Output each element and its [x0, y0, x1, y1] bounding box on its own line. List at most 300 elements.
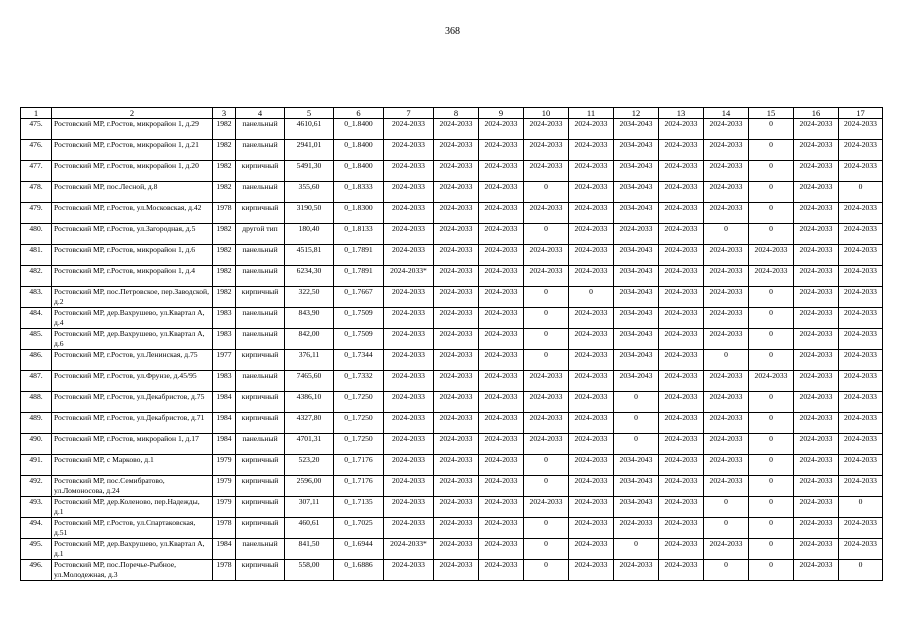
- table-cell: 2941,01: [285, 140, 334, 161]
- column-header: 13: [659, 108, 704, 119]
- table-cell: 0_1.8133: [334, 224, 384, 245]
- table-cell: 2024-2033: [704, 371, 749, 392]
- table-cell: 0_1.7025: [334, 518, 384, 539]
- table-cell: 2024-2033: [839, 266, 883, 287]
- table-cell: 2024-2033: [614, 560, 659, 581]
- table-cell: 2024-2033: [794, 140, 839, 161]
- table-cell: 2024-2033: [839, 455, 883, 476]
- table-cell: 2024-2033: [569, 371, 614, 392]
- table-cell: 2024-2033: [794, 287, 839, 308]
- table-cell: 2024-2033: [659, 518, 704, 539]
- row-number: 487.: [21, 371, 52, 392]
- table-cell: 2024-2033: [384, 434, 434, 455]
- table-row: [21, 308, 883, 329]
- address-cell: Ростовский МР, г.Ростов, микрорайон 1, д.20: [52, 161, 213, 182]
- row-number: 480.: [21, 224, 52, 245]
- table-cell: 2024-2033: [704, 140, 749, 161]
- table-cell: 2024-2033: [434, 140, 479, 161]
- housing-table: [20, 107, 883, 581]
- table-cell: 2024-2033: [384, 518, 434, 539]
- table-cell: 2034-2043: [614, 329, 659, 350]
- table-cell: 0_1.7509: [334, 308, 384, 329]
- table-cell: 2024-2033: [384, 392, 434, 413]
- table-cell: 1984: [213, 392, 236, 413]
- table-cell: 2024-2033: [659, 119, 704, 140]
- table-cell: 0_1.7332: [334, 371, 384, 392]
- table-cell: 0_1.7250: [334, 413, 384, 434]
- row-number: 476.: [21, 140, 52, 161]
- table-cell: 4515,81: [285, 245, 334, 266]
- table-cell: 2024-2033: [569, 539, 614, 560]
- table-cell: 322,50: [285, 287, 334, 308]
- row-number: 482.: [21, 266, 52, 287]
- table-cell: 4327,80: [285, 413, 334, 434]
- column-header: 10: [524, 108, 569, 119]
- table-cell: панельный: [236, 245, 285, 266]
- table-cell: 2024-2033: [434, 245, 479, 266]
- table-cell: 841,50: [285, 539, 334, 560]
- table-cell: 2024-2033: [384, 350, 434, 371]
- table-cell: 2024-2033: [569, 434, 614, 455]
- table-cell: 2024-2033: [384, 329, 434, 350]
- table-cell: 1983: [213, 308, 236, 329]
- table-cell: 2024-2033: [839, 413, 883, 434]
- address-cell: Ростовский МР, г.Ростов, микрорайон 1, д.21: [52, 140, 213, 161]
- table-cell: 0_1.8400: [334, 140, 384, 161]
- column-header: 5: [285, 108, 334, 119]
- table-cell: 1984: [213, 413, 236, 434]
- table-cell: 2024-2033: [479, 518, 524, 539]
- table-cell: 2024-2033: [659, 560, 704, 581]
- table-row: [21, 560, 883, 581]
- table-cell: кирпичный: [236, 497, 285, 518]
- column-header: 6: [334, 108, 384, 119]
- table-cell: 2024-2033: [384, 119, 434, 140]
- column-header: 9: [479, 108, 524, 119]
- row-number: 479.: [21, 203, 52, 224]
- table-cell: 2024-2033: [434, 518, 479, 539]
- row-number: 478.: [21, 182, 52, 203]
- table-cell: 2024-2033: [384, 560, 434, 581]
- table-cell: 2024-2033: [659, 434, 704, 455]
- table-row: [21, 518, 883, 539]
- table-cell: 2024-2033: [569, 182, 614, 203]
- table-cell: 6234,30: [285, 266, 334, 287]
- table-cell: 2024-2033: [479, 161, 524, 182]
- table-row: [21, 287, 883, 308]
- table-cell: 2024-2033: [704, 434, 749, 455]
- table-cell: 2024-2033: [434, 560, 479, 581]
- table-cell: 2024-2033: [569, 308, 614, 329]
- table-cell: 2024-2033: [434, 413, 479, 434]
- table-cell: 2024-2033: [704, 539, 749, 560]
- table-cell: 2024-2033: [794, 266, 839, 287]
- row-number: 492.: [21, 476, 52, 497]
- column-header: 8: [434, 108, 479, 119]
- table-cell: 2034-2043: [614, 182, 659, 203]
- table-cell: 0: [749, 161, 794, 182]
- table-cell: 2024-2033: [704, 119, 749, 140]
- table-cell: 0: [749, 224, 794, 245]
- table-cell: 2024-2033: [659, 266, 704, 287]
- table-cell: 2024-2033: [434, 350, 479, 371]
- table-cell: 5491,30: [285, 161, 334, 182]
- table-cell: 2024-2033: [704, 455, 749, 476]
- table-cell: 2024-2033: [479, 287, 524, 308]
- table-cell: 2024-2033: [659, 308, 704, 329]
- table-cell: 2024-2033: [569, 119, 614, 140]
- table-cell: 2024-2033: [434, 497, 479, 518]
- table-cell: кирпичный: [236, 413, 285, 434]
- table-cell: 2024-2033: [434, 308, 479, 329]
- table-cell: кирпичный: [236, 161, 285, 182]
- row-number: 475.: [21, 119, 52, 140]
- table-cell: 2024-2033: [479, 266, 524, 287]
- table-cell: 0_1.7891: [334, 266, 384, 287]
- column-header: 14: [704, 108, 749, 119]
- table-cell: 2024-2033: [614, 224, 659, 245]
- table-cell: другой тип: [236, 224, 285, 245]
- table-cell: 2024-2033: [479, 245, 524, 266]
- table-cell: 2024-2033: [524, 413, 569, 434]
- table-cell: 2024-2033: [659, 371, 704, 392]
- table-cell: 0: [749, 455, 794, 476]
- table-cell: 2024-2033: [569, 140, 614, 161]
- table-cell: 0_1.8400: [334, 161, 384, 182]
- table-cell: 2024-2033: [794, 182, 839, 203]
- table-cell: 0_1.7250: [334, 434, 384, 455]
- table-cell: 7465,60: [285, 371, 334, 392]
- table-cell: панельный: [236, 539, 285, 560]
- table-cell: 0: [749, 518, 794, 539]
- address-cell: Ростовский МР, пос.Поречье-Рыбное, ул.Молодежная, д.3: [52, 560, 213, 581]
- table-row: [21, 371, 883, 392]
- row-number: 494.: [21, 518, 52, 539]
- table-cell: 1982: [213, 224, 236, 245]
- table-cell: 2024-2033: [704, 266, 749, 287]
- table-cell: 2024-2033: [479, 140, 524, 161]
- table-cell: 2024-2033: [479, 182, 524, 203]
- table-cell: 2024-2033: [839, 203, 883, 224]
- table-cell: 2034-2043: [614, 455, 659, 476]
- row-number: 477.: [21, 161, 52, 182]
- table-cell: 0: [524, 350, 569, 371]
- table-cell: 2024-2033: [839, 518, 883, 539]
- table-cell: 2024-2033: [479, 224, 524, 245]
- table-cell: 2024-2033: [659, 161, 704, 182]
- table-cell: 2024-2033: [524, 119, 569, 140]
- table-cell: 0: [704, 350, 749, 371]
- table-cell: 2024-2033: [384, 161, 434, 182]
- table-cell: 1984: [213, 434, 236, 455]
- table-cell: 0: [704, 518, 749, 539]
- table-cell: 2024-2033: [524, 371, 569, 392]
- table-cell: 2024-2033: [524, 266, 569, 287]
- address-cell: Ростовский МР, г.Ростов, ул.Ленинская, д.75: [52, 350, 213, 371]
- table-cell: 0_1.6944: [334, 539, 384, 560]
- table-row: [21, 455, 883, 476]
- table-cell: 558,00: [285, 560, 334, 581]
- table-cell: 2024-2033: [434, 329, 479, 350]
- table-cell: 2034-2043: [614, 140, 659, 161]
- table-cell: панельный: [236, 308, 285, 329]
- table-cell: 0: [749, 392, 794, 413]
- table-cell: 2024-2033: [704, 203, 749, 224]
- table-cell: 2024-2033: [704, 182, 749, 203]
- table-cell: 2034-2043: [614, 161, 659, 182]
- table-cell: 2024-2033: [794, 560, 839, 581]
- table-cell: 0: [614, 392, 659, 413]
- table-cell: 0: [704, 560, 749, 581]
- table-row: [21, 119, 883, 140]
- table-cell: 0: [749, 434, 794, 455]
- table-cell: 2024-2033: [479, 329, 524, 350]
- table-cell: 2024-2033: [659, 476, 704, 497]
- row-number: 491.: [21, 455, 52, 476]
- table-cell: 2034-2043: [614, 245, 659, 266]
- table-cell: кирпичный: [236, 518, 285, 539]
- table-cell: панельный: [236, 266, 285, 287]
- table-cell: 0: [524, 560, 569, 581]
- table-cell: 2024-2033: [704, 287, 749, 308]
- table-cell: 2024-2033*: [384, 539, 434, 560]
- table-cell: 2024-2033: [659, 140, 704, 161]
- table-cell: 1979: [213, 476, 236, 497]
- address-cell: Ростовский МР, г.Ростов, микрорайон 1, д.29: [52, 119, 213, 140]
- address-cell: Ростовский МР, г.Ростов, микрорайон 1, д.17: [52, 434, 213, 455]
- table-cell: 2024-2033: [569, 161, 614, 182]
- table-cell: 2024-2033: [659, 224, 704, 245]
- table-cell: 3190,50: [285, 203, 334, 224]
- address-cell: Ростовский МР, г.Ростов, микрорайон 1, д.4: [52, 266, 213, 287]
- table-cell: 1979: [213, 455, 236, 476]
- row-number: 490.: [21, 434, 52, 455]
- table-cell: 2024-2033: [479, 371, 524, 392]
- table-cell: 2024-2033: [659, 392, 704, 413]
- table-cell: 2024-2033: [794, 476, 839, 497]
- table-cell: 2024-2033: [794, 350, 839, 371]
- table-cell: 0_1.8400: [334, 119, 384, 140]
- table-cell: 2024-2033: [384, 413, 434, 434]
- table-cell: 2024-2033: [794, 119, 839, 140]
- table-cell: 0: [749, 329, 794, 350]
- table-cell: 2024-2033: [434, 434, 479, 455]
- table-cell: 2024-2033: [479, 476, 524, 497]
- table-cell: 0: [524, 539, 569, 560]
- table-cell: 2024-2033: [569, 476, 614, 497]
- table-cell: панельный: [236, 182, 285, 203]
- table-cell: 2024-2033: [794, 455, 839, 476]
- table-cell: кирпичный: [236, 476, 285, 497]
- table-cell: 2024-2033: [614, 518, 659, 539]
- table-cell: 0: [614, 539, 659, 560]
- table-cell: 2024-2033: [384, 308, 434, 329]
- table-cell: 2024-2033: [794, 224, 839, 245]
- table-cell: 2024-2033: [659, 287, 704, 308]
- table-cell: 2024-2033: [659, 329, 704, 350]
- table-cell: 2024-2033: [749, 371, 794, 392]
- table-cell: 2024-2033: [659, 350, 704, 371]
- table-cell: 0: [749, 413, 794, 434]
- table-cell: 4386,10: [285, 392, 334, 413]
- table-cell: 2024-2033: [659, 413, 704, 434]
- table-cell: 2024-2033: [794, 497, 839, 518]
- table-cell: 2024-2033: [659, 455, 704, 476]
- table-cell: 1982: [213, 140, 236, 161]
- table-cell: 2024-2033: [479, 392, 524, 413]
- table-cell: 0: [704, 497, 749, 518]
- address-cell: Ростовский МР, г.Ростов, ул.Спартаковская, д.51: [52, 518, 213, 539]
- table-cell: 2034-2043: [614, 350, 659, 371]
- page-number: 368: [445, 26, 460, 37]
- table-cell: 2024-2033: [839, 140, 883, 161]
- table-cell: 2024-2033: [524, 392, 569, 413]
- column-header: 11: [569, 108, 614, 119]
- table-cell: 2024-2033: [704, 308, 749, 329]
- table-cell: 2024-2033: [794, 329, 839, 350]
- table-cell: кирпичный: [236, 350, 285, 371]
- column-header: 2: [52, 108, 213, 119]
- table-cell: 2024-2033: [479, 413, 524, 434]
- table-cell: 2024-2033: [794, 308, 839, 329]
- row-number: 481.: [21, 245, 52, 266]
- table-cell: 0: [524, 329, 569, 350]
- table-cell: 0: [749, 203, 794, 224]
- table-row: [21, 350, 883, 371]
- table-cell: 0: [524, 182, 569, 203]
- table-cell: 0_1.6886: [334, 560, 384, 581]
- table-cell: 2024-2033: [384, 371, 434, 392]
- table-cell: 842,00: [285, 329, 334, 350]
- table-cell: 2024-2033: [384, 476, 434, 497]
- table-cell: 0: [749, 560, 794, 581]
- table-cell: 2024-2033: [384, 287, 434, 308]
- table-cell: 2024-2033: [569, 455, 614, 476]
- table-cell: 0_1.7891: [334, 245, 384, 266]
- table-cell: 2024-2033: [749, 266, 794, 287]
- table-cell: 2024-2033: [704, 392, 749, 413]
- table-cell: 1978: [213, 518, 236, 539]
- table-cell: 2024-2033: [704, 329, 749, 350]
- table-cell: 1984: [213, 539, 236, 560]
- table-cell: 2024-2033: [839, 329, 883, 350]
- table-cell: 2024-2033: [384, 497, 434, 518]
- table-cell: 2024-2033: [479, 119, 524, 140]
- table-cell: 2024-2033: [384, 140, 434, 161]
- table-cell: 376,11: [285, 350, 334, 371]
- table-row: [21, 476, 883, 497]
- table-cell: 2024-2033: [794, 539, 839, 560]
- table-cell: 2024-2033: [434, 119, 479, 140]
- table-cell: 1982: [213, 266, 236, 287]
- table-cell: 0_1.7250: [334, 392, 384, 413]
- table-cell: 0: [749, 539, 794, 560]
- address-cell: Ростовский МР, г.Ростов, ул.Фрунзе, д.45/95: [52, 371, 213, 392]
- table-cell: панельный: [236, 119, 285, 140]
- column-header: 12: [614, 108, 659, 119]
- table-cell: 1978: [213, 560, 236, 581]
- table-row: [21, 539, 883, 560]
- row-number: 483.: [21, 287, 52, 308]
- table-cell: 0_1.7509: [334, 329, 384, 350]
- address-cell: Ростовский МР, пос.Петровское, пер.Заводской, д.2: [52, 287, 213, 308]
- table-cell: 2024-2033: [794, 203, 839, 224]
- address-cell: Ростовский МР, дер.Коленово, пер.Надежды, д.1: [52, 497, 213, 518]
- table-cell: 2034-2043: [614, 119, 659, 140]
- table-cell: 2024-2033: [434, 161, 479, 182]
- table-cell: 2024-2033: [434, 455, 479, 476]
- table-cell: 4610,61: [285, 119, 334, 140]
- address-cell: Ростовский МР, дер.Вахрушево, ул.Квартал А, д.1: [52, 539, 213, 560]
- row-number: 486.: [21, 350, 52, 371]
- address-cell: Ростовский МР, г.Ростов, ул.Декабристов, д.71: [52, 413, 213, 434]
- table-cell: 2024-2033: [524, 203, 569, 224]
- table-cell: 2024-2033: [569, 413, 614, 434]
- table-cell: 2024-2033: [839, 119, 883, 140]
- table-cell: 2024-2033: [659, 203, 704, 224]
- address-cell: Ростовский МР, пос.Семибратово, ул.Ломоносова, д.24: [52, 476, 213, 497]
- table-cell: 355,60: [285, 182, 334, 203]
- table-cell: 2024-2033: [434, 224, 479, 245]
- table-cell: 307,11: [285, 497, 334, 518]
- table-cell: 2024-2033: [434, 182, 479, 203]
- table-cell: 2024-2033: [479, 434, 524, 455]
- table-cell: 2024-2033: [569, 329, 614, 350]
- column-header: 16: [794, 108, 839, 119]
- table-cell: 0_1.8300: [334, 203, 384, 224]
- table-cell: 2024-2033: [524, 140, 569, 161]
- column-header: 1: [21, 108, 52, 119]
- row-number: 484.: [21, 308, 52, 329]
- table-cell: 1982: [213, 245, 236, 266]
- row-number: 496.: [21, 560, 52, 581]
- table-cell: 2024-2033: [839, 371, 883, 392]
- table-cell: 843,90: [285, 308, 334, 329]
- table-cell: 0: [569, 287, 614, 308]
- table-cell: 2034-2043: [614, 266, 659, 287]
- table-cell: 2024-2033: [839, 350, 883, 371]
- table-cell: 2034-2043: [614, 287, 659, 308]
- table-cell: 0: [749, 497, 794, 518]
- table-cell: 2024-2033: [794, 434, 839, 455]
- table-row: [21, 413, 883, 434]
- table-cell: панельный: [236, 371, 285, 392]
- table-cell: 2024-2033: [569, 245, 614, 266]
- address-cell: Ростовский МР, пос.Лесной, д.8: [52, 182, 213, 203]
- address-cell: Ростовский МР, дер.Вахрушево, ул.Квартал А, д.6: [52, 329, 213, 350]
- table-cell: 1983: [213, 329, 236, 350]
- column-header: 17: [839, 108, 883, 119]
- table-row: [21, 224, 883, 245]
- table-cell: 2024-2033: [839, 308, 883, 329]
- table-cell: 2596,00: [285, 476, 334, 497]
- table-cell: 180,40: [285, 224, 334, 245]
- table-cell: 2024-2033: [839, 161, 883, 182]
- table-row: [21, 434, 883, 455]
- table-cell: 2024-2033: [479, 455, 524, 476]
- table-cell: 1982: [213, 287, 236, 308]
- table-cell: 0: [524, 518, 569, 539]
- table-cell: 2034-2043: [614, 476, 659, 497]
- table-cell: 0: [614, 434, 659, 455]
- address-cell: Ростовский МР, г.Ростов, ул.Загородная, д.5: [52, 224, 213, 245]
- table-row: [21, 140, 883, 161]
- table-cell: 523,20: [285, 455, 334, 476]
- table-cell: 2024-2033: [569, 560, 614, 581]
- table-header-row: [21, 108, 883, 119]
- table-cell: 2024-2033: [479, 350, 524, 371]
- table-cell: 460,61: [285, 518, 334, 539]
